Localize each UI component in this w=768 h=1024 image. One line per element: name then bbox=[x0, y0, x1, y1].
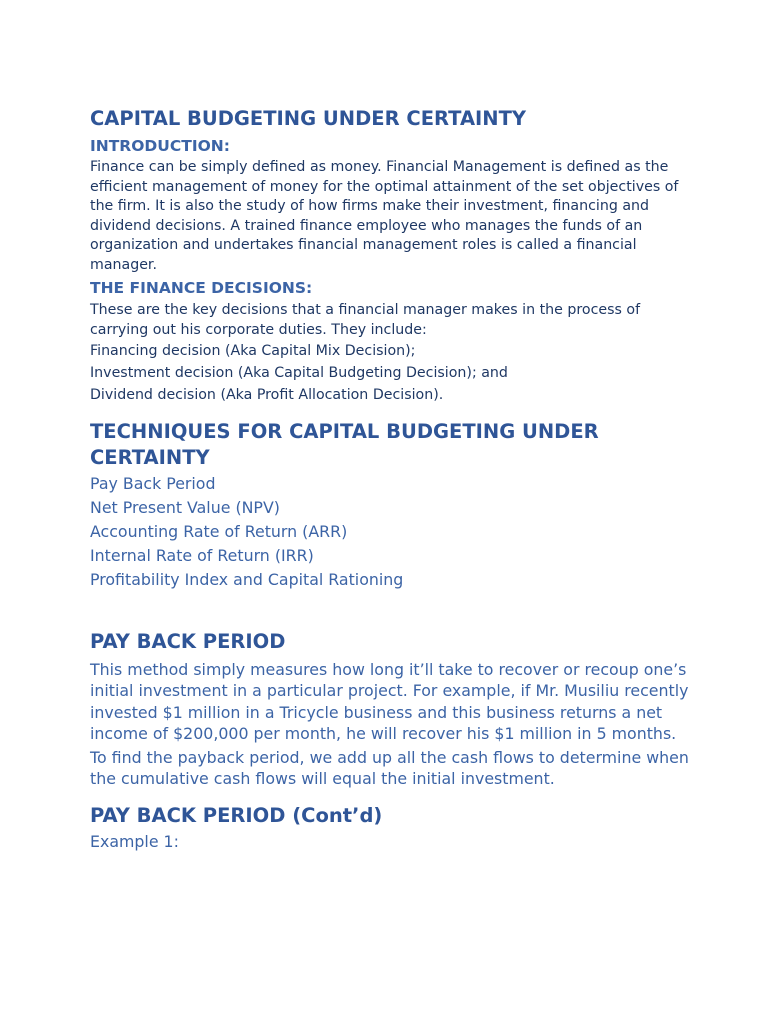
pay-back-paragraph-1: This method simply measures how long it’ll take to recover or recoup one’s initial investment in a particular project. For example, if Mr. Musiliu recently invested $1 million in a Tricycle business and this business returns a net income of $200,000 per month, he will recover his $1 million in 5 months. bbox=[90, 660, 689, 743]
section-title-capital-budgeting: CAPITAL BUDGETING UNDER CERTAINTY bbox=[90, 107, 527, 130]
list-item: Profitability Index and Capital Rationing bbox=[90, 570, 404, 589]
document-page bbox=[90, 106, 690, 852]
finance-decisions-heading: THE FINANCE DECISIONS: bbox=[90, 279, 313, 297]
list-item: Net Present Value (NPV) bbox=[90, 498, 280, 517]
section-title-pay-back-period-contd: PAY BACK PERIOD (Cont’d) bbox=[90, 803, 383, 827]
finance-decisions-list bbox=[90, 340, 690, 406]
list-item: Internal Rate of Return (IRR) bbox=[90, 546, 314, 565]
list-item: Dividend decision (Aka Profit Allocation Decision). bbox=[90, 387, 444, 403]
example-label: Example 1: bbox=[90, 831, 179, 851]
introduction-heading: INTRODUCTION: bbox=[90, 137, 230, 155]
list-item: Investment decision (Aka Capital Budgeting Decision); and bbox=[90, 365, 508, 381]
list-item: Pay Back Period bbox=[90, 474, 216, 493]
section-title-pay-back-period: PAY BACK PERIOD bbox=[90, 630, 286, 653]
introduction-paragraph: Finance can be simply defined as money. Financial Management is defined as the efficient management of money for the optimal attainment of the set objectives of the firm. It is also the study of how firms make their investment, financing and dividend decisions. A trained finance employee who manages the funds of an organization and undertakes financial management roles is called a financial manager. bbox=[90, 159, 679, 273]
list-item: Financing decision (Aka Capital Mix Decision); bbox=[90, 343, 416, 359]
pay-back-paragraph-2: To find the payback period, we add up all the cash flows to determine when the cumulative cash flows will equal the initial investment. bbox=[90, 748, 689, 789]
finance-decisions-paragraph: These are the key decisions that a financial manager makes in the process of carrying out his corporate duties. They include: bbox=[90, 302, 641, 338]
list-item: Accounting Rate of Return (ARR) bbox=[90, 522, 348, 541]
techniques-list bbox=[90, 472, 690, 592]
section-title-techniques: TECHNIQUES FOR CAPITAL BUDGETING UNDER CERTAINTY bbox=[90, 420, 599, 469]
